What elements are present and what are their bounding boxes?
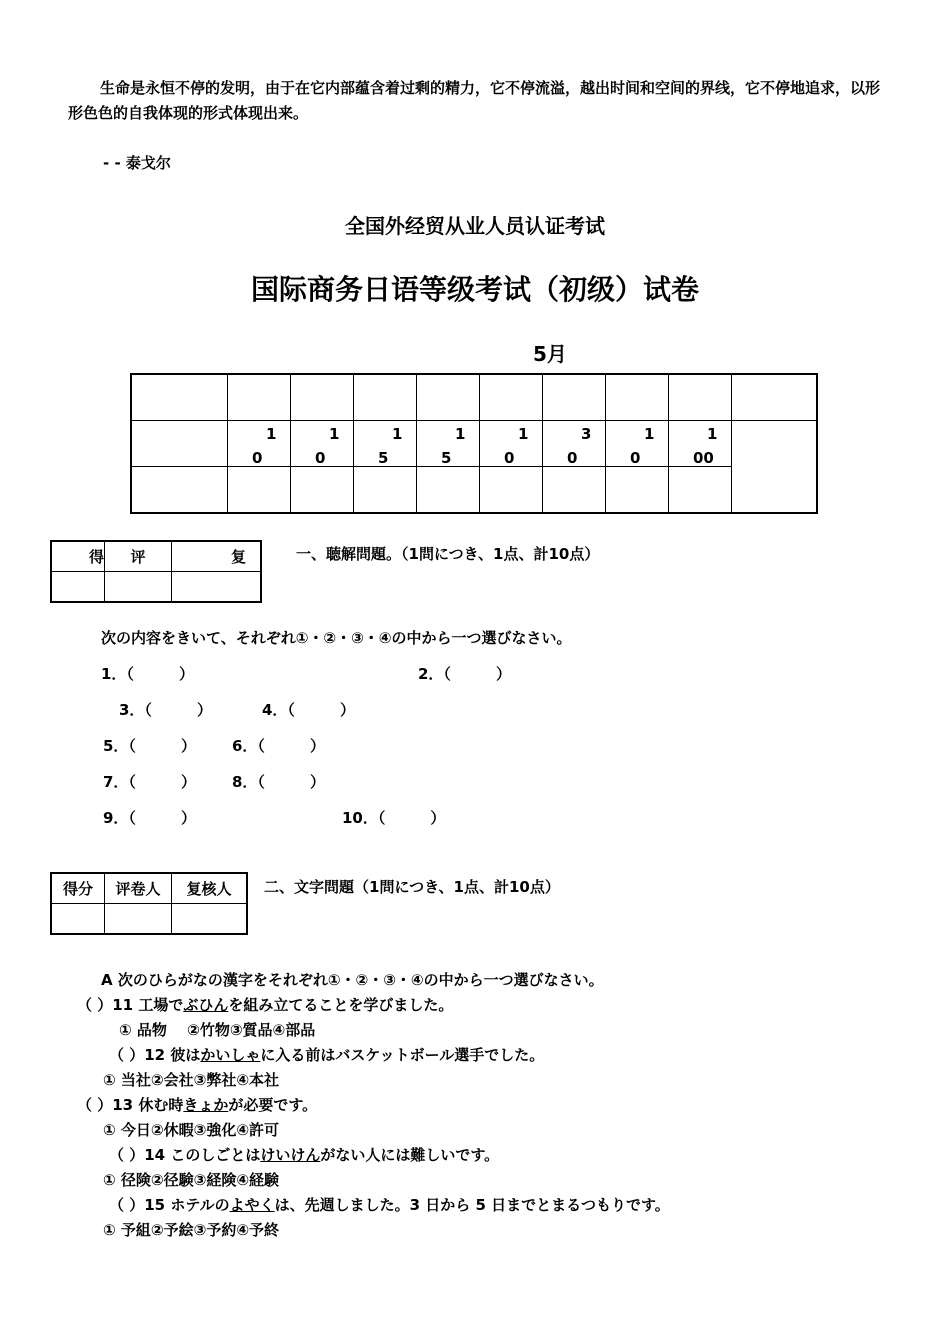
answer-4: 4．（ ） xyxy=(262,701,355,719)
question-target-word: よやく xyxy=(229,1196,275,1214)
points-cell xyxy=(606,421,669,467)
score-cell xyxy=(291,467,354,514)
question-text: （ ）12 彼は xyxy=(109,1046,201,1064)
section-1-instruction: 次の内容をきいて、それぞれ①・②・③・④の中から一つ選びなさい。 xyxy=(101,629,572,647)
score-cell xyxy=(417,374,480,421)
question-text: に入る前はバスケットボール選手でした。 xyxy=(260,1046,545,1064)
grader-cell xyxy=(172,572,262,603)
grader-header-grader: 评 xyxy=(105,541,172,572)
question-text: がない人には難しいです。 xyxy=(320,1146,500,1164)
points-tens: 1 xyxy=(329,425,340,443)
answer-3: 3．（ ） xyxy=(119,701,212,719)
answer-1: 1．（ ） xyxy=(101,665,194,683)
score-cell xyxy=(354,467,417,514)
points-units: 0 xyxy=(252,449,263,467)
grader-table-1 xyxy=(50,540,262,603)
points-units: 0 xyxy=(630,449,641,467)
points-units: 00 xyxy=(693,449,714,467)
score-cell xyxy=(669,374,732,421)
points-cell xyxy=(543,421,606,467)
points-tens: 3 xyxy=(581,425,592,443)
question-text: （ ）13 休む時 xyxy=(77,1096,184,1114)
question-target-word: けいけん xyxy=(260,1146,321,1164)
grader-cell xyxy=(51,572,105,603)
options-13: ① 今日②休暇③強化④許可 xyxy=(103,1121,280,1139)
answer-9: 9．（ ） xyxy=(103,809,196,827)
points-cell xyxy=(417,421,480,467)
score-cell xyxy=(131,374,228,421)
options-11: ① 品物 ②竹物③質品④部品 xyxy=(119,1021,316,1039)
section-2-heading: 二、文字問題（1問につき、1点、計10点） xyxy=(264,878,560,896)
points-units: 5 xyxy=(378,449,389,467)
question-target-word: きょか xyxy=(183,1096,229,1114)
grader-cell xyxy=(51,904,105,935)
score-cell xyxy=(228,374,291,421)
points-units: 0 xyxy=(315,449,326,467)
section-1-heading: 一、聴解問題。（1問につき、1点、計10点） xyxy=(296,545,600,563)
answer-5: 5．（ ） xyxy=(103,737,196,755)
question-11 xyxy=(77,994,453,1015)
score-cell xyxy=(606,467,669,514)
question-text: （ ）14 このしごとは xyxy=(109,1146,261,1164)
points-units: 0 xyxy=(567,449,578,467)
score-cell xyxy=(543,467,606,514)
answer-2: 2．（ ） xyxy=(418,665,511,683)
quote-text: 生命是永恒不停的发明，由于在它内部蕴含着过剩的精力，它不停流溢，越出时间和空间的界线，它不停地追求，以形形色色的自我体现的形式体现出来。 xyxy=(68,79,881,122)
question-text: は、先週しました。3 日から 5 日までとまるつもりです。 xyxy=(274,1196,670,1214)
grader-cell xyxy=(105,904,172,935)
score-cell xyxy=(131,421,228,467)
score-cell xyxy=(354,374,417,421)
score-cell xyxy=(732,374,818,421)
score-cell xyxy=(480,467,543,514)
question-15 xyxy=(109,1194,670,1215)
score-cell xyxy=(417,467,480,514)
score-cell xyxy=(480,374,543,421)
answer-6: 6．（ ） xyxy=(232,737,325,755)
grader-header-reviewer: 复 xyxy=(172,541,262,572)
options-12: ① 当社②会社③弊社④本社 xyxy=(103,1071,280,1089)
answer-7: 7．（ ） xyxy=(103,773,196,791)
points-tens: 1 xyxy=(392,425,403,443)
points-units: 0 xyxy=(504,449,515,467)
points-tens: 1 xyxy=(455,425,466,443)
points-units: 5 xyxy=(441,449,452,467)
points-cell xyxy=(669,421,732,467)
exam-date: 5月 xyxy=(533,342,567,366)
points-tens: 1 xyxy=(644,425,655,443)
answer-8: 8．（ ） xyxy=(232,773,325,791)
score-cell xyxy=(732,421,818,514)
question-text: （ ）15 ホテルの xyxy=(109,1196,230,1214)
grader-cell xyxy=(105,572,172,603)
score-table xyxy=(130,373,818,514)
grader-header-reviewer: 复核人 xyxy=(172,873,248,904)
points-cell xyxy=(228,421,291,467)
points-tens: 1 xyxy=(518,425,529,443)
question-target-word: かいしゃ xyxy=(200,1046,261,1064)
answer-10: 10．（ ） xyxy=(342,809,446,827)
score-cell xyxy=(131,467,228,514)
options-14: ① 径険②径験③経険④経験 xyxy=(103,1171,280,1189)
question-text: が必要です。 xyxy=(228,1096,318,1114)
question-target-word: ぶひん xyxy=(183,996,229,1014)
question-13 xyxy=(77,1094,317,1115)
quote-author: - - 泰戈尔 xyxy=(103,154,171,172)
question-14 xyxy=(109,1144,499,1165)
exam-title: 国际商务日语等级考试（初级）试卷 xyxy=(250,273,699,306)
exam-subtitle: 全国外经贸从业人员认证考试 xyxy=(345,214,605,238)
score-cell xyxy=(606,374,669,421)
question-text: を組み立てることを学びました。 xyxy=(228,996,454,1014)
score-cell xyxy=(228,467,291,514)
section-2-instruction: A 次のひらがなの漢字をそれぞれ①・②・③・④の中から一つ選びなさい。 xyxy=(101,971,604,989)
score-cell xyxy=(291,374,354,421)
question-text: （ ）11 工場で xyxy=(77,996,184,1014)
points-cell xyxy=(354,421,417,467)
points-cell xyxy=(480,421,543,467)
points-cell xyxy=(291,421,354,467)
grader-header-score: 得分 xyxy=(51,873,105,904)
grader-cell xyxy=(172,904,248,935)
grader-header-grader: 评卷人 xyxy=(105,873,172,904)
score-cell xyxy=(543,374,606,421)
question-12 xyxy=(109,1044,544,1065)
options-15: ① 予組②予絵③予約④予終 xyxy=(103,1221,280,1239)
score-cell xyxy=(669,467,732,514)
points-tens: 1 xyxy=(707,425,718,443)
grader-header-score: 得 xyxy=(51,541,105,572)
grader-table-2 xyxy=(50,872,248,935)
points-tens: 1 xyxy=(266,425,277,443)
